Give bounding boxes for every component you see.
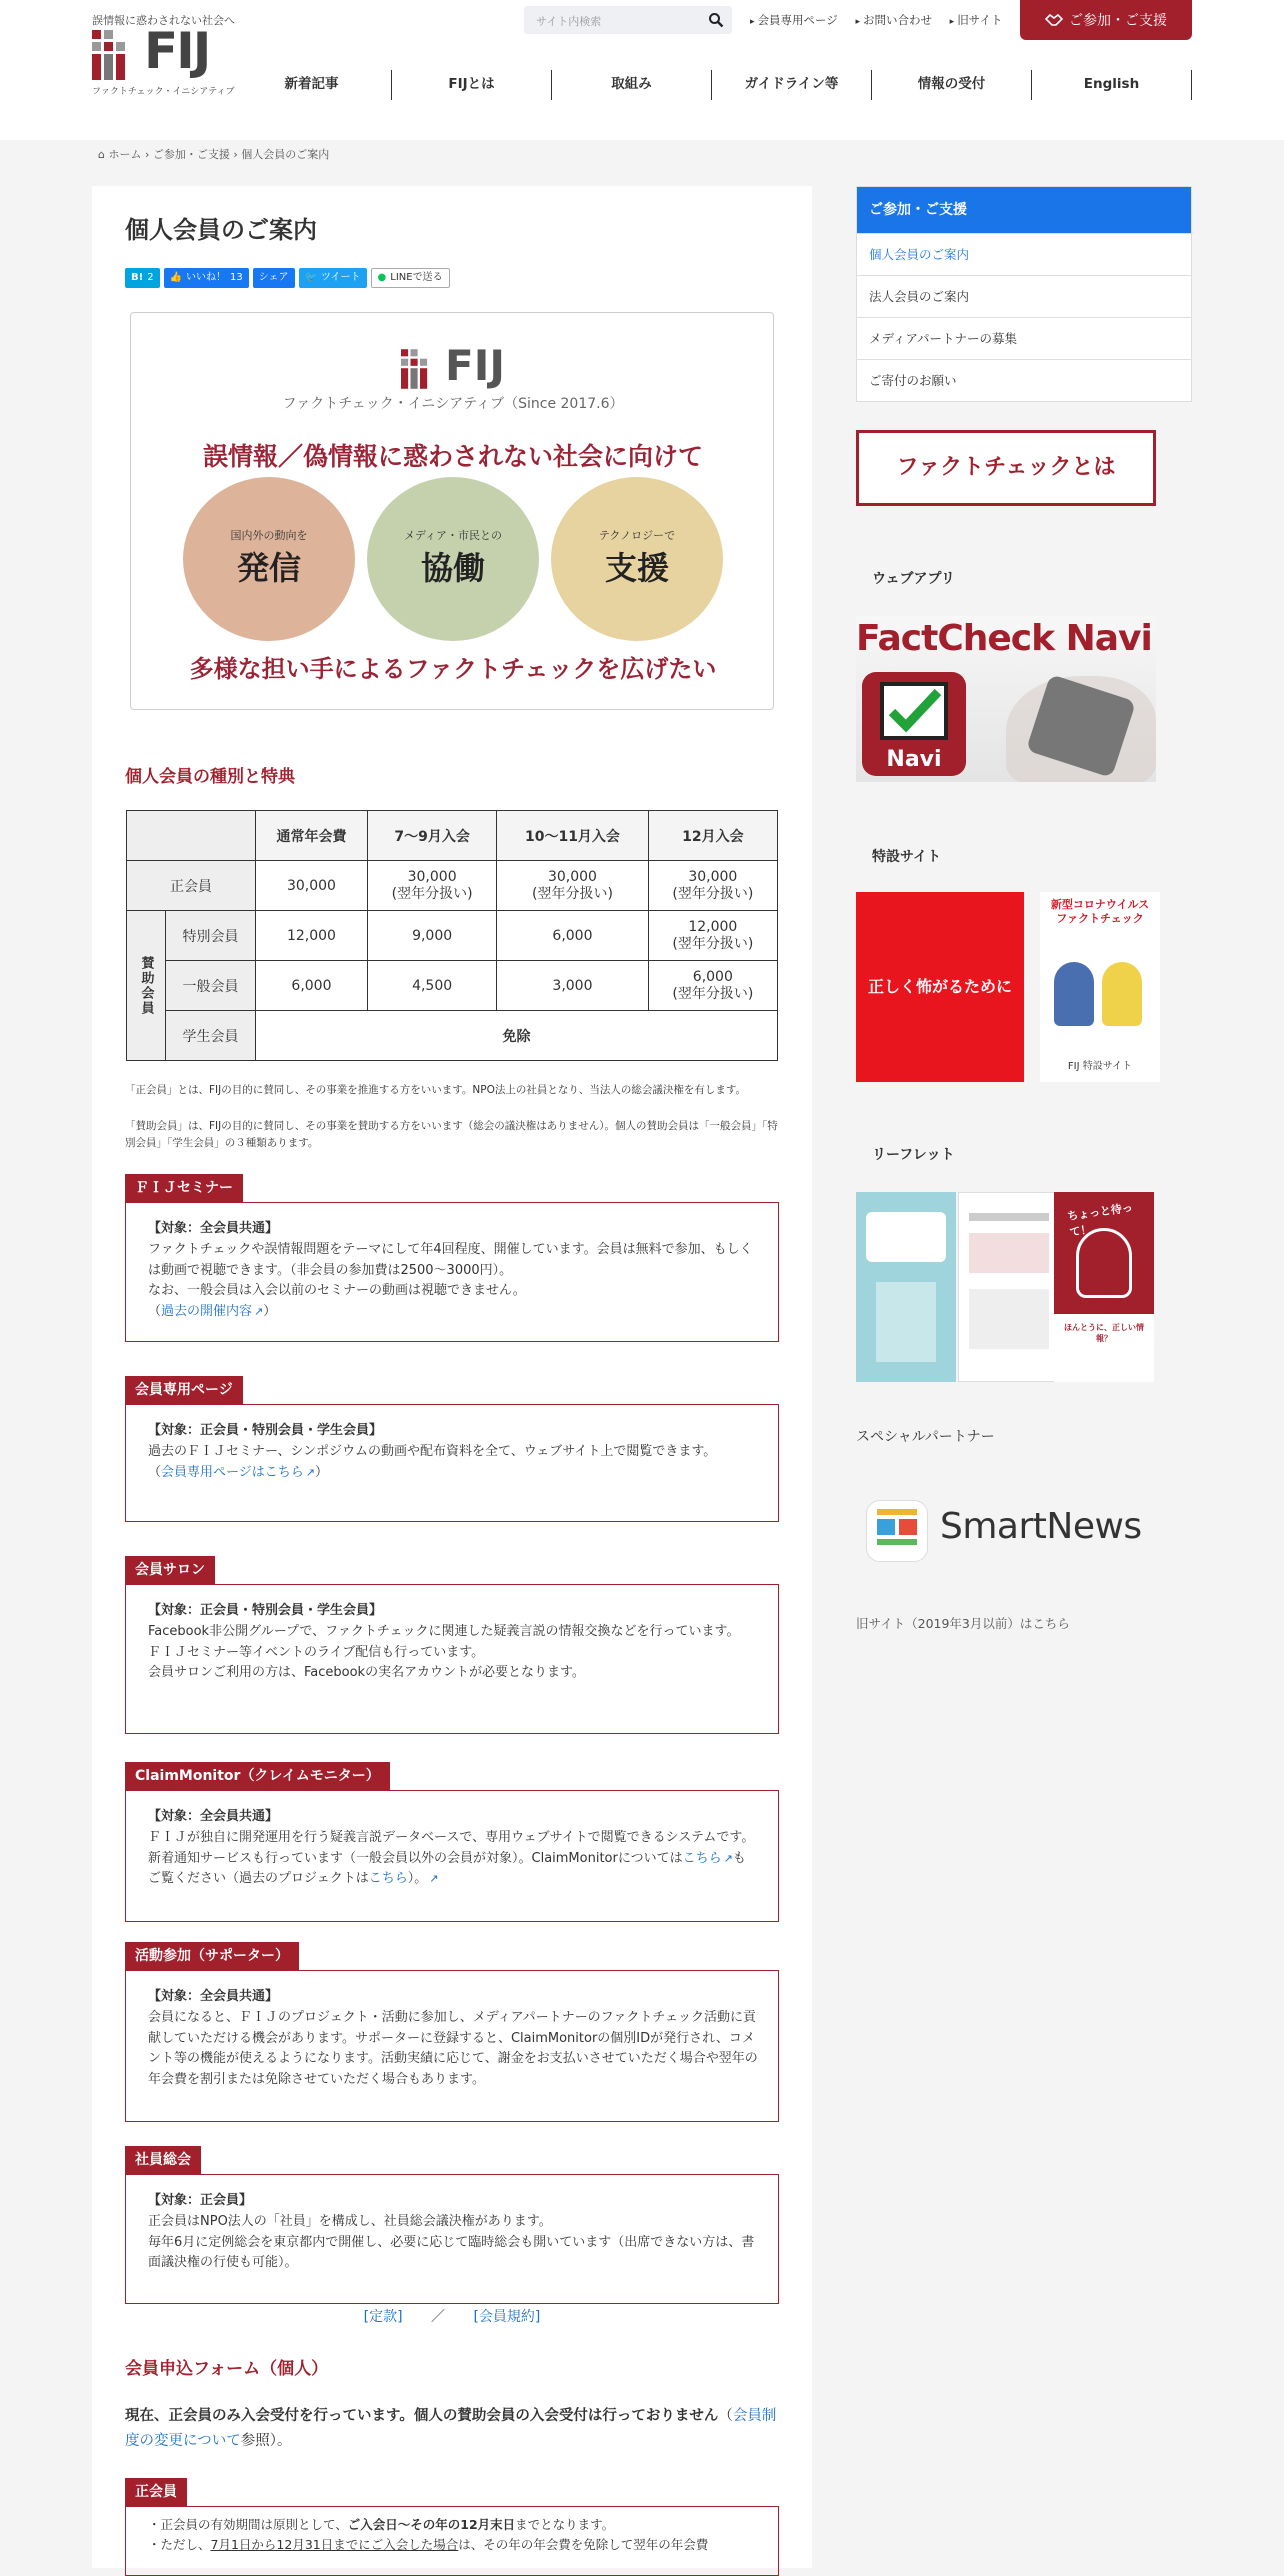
- table-cell: 30,000: [255, 861, 367, 911]
- logo-subtitle: ファクトチェック・イニシアティブ: [92, 87, 235, 97]
- main-content: [92, 186, 812, 2568]
- box-member-page: 【対象：正会員・特別会員・学生会員】 過去のＦＩＪセミナー、シンポジウムの動画や配布資料を全て、ウェブサイト上で閲覧できます。 （会員専用ページはこちら ↗）: [125, 1404, 779, 1522]
- covid-banner-footer: FIJ 特設サイト: [1067, 1061, 1133, 1072]
- box-regular-member: ・正会員の有効期間は原則として、ご入会日〜その年の12月末日までとなります。 ・ただし、7月1日から12月31日までにご入会した場合は、その年の年会費を免除して翌年の年会費: [125, 2506, 779, 2576]
- note-regular: 「正会員」とは、FIJの目的に賛同し、その事業を推進する方をいいます。NPO法上の社員となり、当法人の総会議決権を有します。: [125, 1084, 747, 1096]
- table-cell: 6,000: [255, 961, 367, 1011]
- hatena-bookmark-button[interactable]: B! 2: [125, 268, 160, 288]
- old-site-link[interactable]: ▸ 旧サイト: [950, 13, 1003, 27]
- sidebar-item-individual[interactable]: 個人会員のご案内: [857, 233, 1191, 275]
- twitter-bird-icon: 🐦: [304, 272, 318, 283]
- table-cell: 30,000 (翌年分扱い): [497, 861, 648, 911]
- covid-banner-title: 新型コロナウイルス ファクトチェック: [1050, 898, 1150, 926]
- box-general-meeting: 【対象：正会員】 正会員はNPO法人の「社員」を構成し、社員総会議決権があります。 毎年6月に定例総会を東京都内で開催し、必要に応じて臨時総会も開いています（出席できない方は、書面議決権の行使も可能）。: [125, 2174, 779, 2304]
- box-tab-supporter: 活動参加（サポーター）: [125, 1942, 299, 1970]
- share-buttons: [125, 268, 450, 288]
- breadcrumb-home[interactable]: ホーム: [108, 148, 142, 161]
- site-logo[interactable]: [92, 22, 242, 98]
- site-tagline: 誤情報に惑わされない社会へ: [92, 14, 235, 27]
- hero-circle-support: テクノロジーで 支援: [551, 477, 723, 641]
- table-row: [127, 811, 778, 861]
- hero-headline: 誤情報／偽情報に惑わされない社会に向けて: [202, 442, 703, 471]
- leaflet-heading: リーフレット: [872, 1147, 955, 1163]
- smartnews-text: SmartNews: [940, 1506, 1142, 1547]
- sidebar-menu: [856, 186, 1192, 402]
- hero-circle-collaborate: メディア・市民との 協働: [367, 477, 539, 641]
- row-label: 一般会員: [166, 961, 256, 1011]
- hero-circle-dispatch: 国内外の動向を 発信: [183, 477, 355, 641]
- logo-text: FIJ: [144, 22, 210, 80]
- nav-english[interactable]: English: [1032, 70, 1192, 100]
- special-site-banner-covid[interactable]: [1040, 892, 1160, 1082]
- breadcrumb: ⌂ ホーム › ご参加・ご支援 › 個人会員のご案内: [98, 148, 330, 161]
- facebook-like-button[interactable]: 👍 いいね！ 13: [164, 268, 249, 288]
- top-links: [750, 12, 1016, 28]
- table-cell: 6,000 (翌年分扱い): [648, 961, 777, 1011]
- line-icon: ●: [377, 272, 387, 283]
- smartnews-logo[interactable]: [866, 1496, 1142, 1566]
- table-cell: 12,000: [255, 911, 367, 961]
- box-tab-seminar: ＦＩＪセミナー: [125, 1174, 243, 1202]
- box-tab-regular-member: 正会員: [125, 2478, 187, 2506]
- hero-banner: [130, 312, 774, 710]
- form-lead: 現在、正会員のみ入会受付を行っています。個人の賛助会員の入会受付は行っておりません（会員制度の変更について参照）。: [125, 2408, 777, 2449]
- external-link-icon: ↗: [254, 1305, 264, 1319]
- claimmonitor-link[interactable]: こちら: [682, 1850, 722, 1866]
- search-icon[interactable]: [708, 12, 724, 28]
- nav-activities[interactable]: 取組み: [552, 70, 712, 100]
- contact-link[interactable]: ▸ お問い合わせ: [855, 13, 932, 27]
- support-button-label: ご参加・ご支援: [1069, 13, 1167, 29]
- what-is-factcheck-button[interactable]: ファクトチェックとは: [856, 430, 1156, 506]
- sidebar-item-media-partner[interactable]: メディアパートナーの募集: [857, 317, 1191, 359]
- fee-heading: 個人会員の種別と特典: [125, 767, 295, 787]
- navi-app-label: Navi: [886, 747, 942, 772]
- breadcrumb-current: 個人会員のご案内: [241, 148, 330, 161]
- nav-news[interactable]: 新着記事: [232, 70, 392, 100]
- row-label: 特別会員: [166, 911, 256, 961]
- special-site-banner-fear[interactable]: 正しく怖がるために: [856, 892, 1024, 1082]
- table-cell: 30,000 (翌年分扱い): [648, 861, 777, 911]
- external-link-icon: ↗: [305, 1465, 315, 1479]
- page-title: 個人会員のご案内: [125, 216, 317, 244]
- box-tab-general-meeting: 社員総会: [125, 2146, 201, 2174]
- box-supporter: 【対象：全会員共通】 会員になると、ＦＩＪのプロジェクト・活動に参加し、メディアパートナーのファクトチェック活動に貢献していただける機会があります。サポーターに登録すると、ClaimMonitorの個別IDが発行され、コメント等の機能が使えるようになります。活動実績に応じて、謝金をお支払いさせていただく場合や翌年の年会費を割引または免除させていただく場合もあります。: [125, 1970, 779, 2122]
- table-header: 10〜11月入会: [497, 811, 648, 861]
- hero-footer: 多様な担い手によるファクトチェックを広げたい: [189, 655, 717, 683]
- box-tab-claimmonitor: ClaimMonitor（クレイムモニター）: [125, 1762, 390, 1790]
- box-seminar: 【対象：全会員共通】 ファクトチェックや誤情報問題をテーマにして年4回程度、開催しています。会員は無料で参加、もしくは動画で視聴できます。（非会員の参加費は2500〜3000円）。 なお、一般会員は入会以前のセミナーの動画は視聴できません。 （過去の開催内容 ↗）: [125, 1202, 779, 1342]
- navi-app-icon: [862, 672, 966, 776]
- box-salon: 【対象：正会員・特別会員・学生会員】 Facebook非公開グループで、ファクトチェックに関連した疑義言説の情報交換などを行っています。 ＦＩＪセミナー等イベントのライブ配信も行っています。 会員サロンご利用の方は、Facebookの実名アカウントが必要となります。: [125, 1584, 779, 1734]
- child-illustration: [1054, 962, 1094, 1026]
- sidebar-item-corporate[interactable]: 法人会員のご案内: [857, 275, 1191, 317]
- old-site-link[interactable]: 旧サイト（2019年3月以前）はこちら: [856, 1616, 1070, 1631]
- membership-change-link[interactable]: 会員制度の変更について: [125, 2408, 777, 2449]
- line-share-button[interactable]: ● LINEで送る: [371, 268, 450, 288]
- checkmark-icon: [884, 686, 944, 736]
- articles-link[interactable]: [定款]: [363, 2309, 403, 2325]
- thumbs-up-icon: 👍: [169, 272, 183, 283]
- table-cell: 12,000 (翌年分扱い): [648, 911, 777, 961]
- bylaws-links: [定款] ／ [会員規約]: [363, 2309, 541, 2325]
- external-link-icon: ↗: [429, 1872, 439, 1886]
- facebook-share-button[interactable]: シェア: [253, 268, 295, 288]
- table-row: [127, 911, 778, 961]
- nav-about[interactable]: FIJとは: [392, 70, 552, 100]
- support-member-label: 賛助会員: [127, 911, 166, 1061]
- leaflet-2[interactable]: [958, 1192, 1058, 1382]
- hand-icon: [1076, 1228, 1132, 1298]
- box-tab-member-page: 会員専用ページ: [125, 1376, 243, 1404]
- table-header: 7〜9月入会: [367, 811, 496, 861]
- row-label: 学生会員: [166, 1011, 256, 1061]
- hero-logo-text: FIJ: [445, 341, 505, 390]
- table-row: [127, 961, 778, 1011]
- member-page-link[interactable]: ▸ 会員専用ページ: [750, 13, 838, 27]
- partner-heading: スペシャルパートナー: [856, 1429, 995, 1445]
- hero-subtitle: ファクトチェック・イニシアティブ（Since 2017.6）: [282, 396, 624, 412]
- fee-table: [126, 810, 778, 1061]
- hero-logo: [401, 341, 505, 393]
- table-row: [127, 1011, 778, 1061]
- external-link-icon: ↗: [723, 1851, 733, 1865]
- main-nav: [232, 70, 1192, 100]
- nav-submissions[interactable]: 情報の受付: [872, 70, 1032, 100]
- sidebar-item-donation[interactable]: ご寄付のお願い: [857, 359, 1191, 401]
- row-label: 正会員: [127, 861, 256, 911]
- smartnews-icon: [866, 1500, 928, 1562]
- table-cell: 6,000: [497, 911, 648, 961]
- table-header: 12月入会: [648, 811, 777, 861]
- note-support: 「賛助会員」は、FIJの目的に賛同し、その事業を賛助する方をいいます（総会の議決権はありません）。個人の賛助会員は「一般会員」「特別会員」「学生会員」の３種類あります。: [125, 1120, 778, 1149]
- support-button[interactable]: [1020, 0, 1192, 40]
- leaflet-3[interactable]: ちょっと待って！ ほんとうに、正しい情報？: [1054, 1192, 1154, 1382]
- site-header: [0, 0, 1284, 140]
- table-cell: 9,000: [367, 911, 496, 961]
- table-header: 通常年会費: [255, 811, 367, 861]
- member-rules-link[interactable]: [会員規約]: [473, 2309, 541, 2325]
- table-row: [127, 861, 778, 911]
- form-heading: 会員申込フォーム（個人）: [125, 2359, 329, 2379]
- search-placeholder: サイト内検索: [536, 15, 602, 28]
- navi-title: FactCheck Navi: [856, 618, 1152, 659]
- member-page-here-link[interactable]: 会員専用ページはこちら: [161, 1464, 304, 1480]
- table-cell: 4,500: [367, 961, 496, 1011]
- box-tab-salon: 会員サロン: [125, 1556, 215, 1584]
- breadcrumb-support[interactable]: ご参加・ご支援: [152, 148, 230, 161]
- past-seminars-link[interactable]: 過去の開催内容: [161, 1304, 253, 1320]
- logo-mark-icon: [401, 349, 439, 389]
- sidebar-menu-title: ご参加・ご支援: [857, 187, 1191, 233]
- search-input[interactable]: [524, 6, 732, 34]
- table-cell: 免除: [255, 1011, 777, 1061]
- home-icon: ⌂: [98, 148, 105, 161]
- tweet-button[interactable]: 🐦 ツイート: [299, 268, 367, 288]
- handshake-icon: [1045, 14, 1063, 26]
- child-illustration: [1102, 962, 1142, 1026]
- webapp-heading: ウェブアプリ: [872, 571, 955, 587]
- logo-mark-icon: [92, 30, 140, 80]
- table-cell: 3,000: [497, 961, 648, 1011]
- leaflet-1[interactable]: [856, 1192, 956, 1382]
- nav-guidelines[interactable]: ガイドライン等: [712, 70, 872, 100]
- box-claimmonitor: 【対象：全会員共通】 ＦＩＪが独自に開発運用を行う疑義言説データベースで、専用ウェブサイトで閲覧できるシステムです。新着通知サービスも行っています（一般会員以外の会員が対象）。ClaimMonitorについてはこちら ↗もご覧ください（過去のプロジェクトはこちら）。 ↗: [125, 1790, 779, 1922]
- table-cell: 30,000 (翌年分扱い): [367, 861, 496, 911]
- special-site-heading: 特設サイト: [872, 849, 942, 865]
- past-projects-link[interactable]: こちら: [368, 1871, 408, 1887]
- factcheck-navi-banner[interactable]: [856, 616, 1156, 782]
